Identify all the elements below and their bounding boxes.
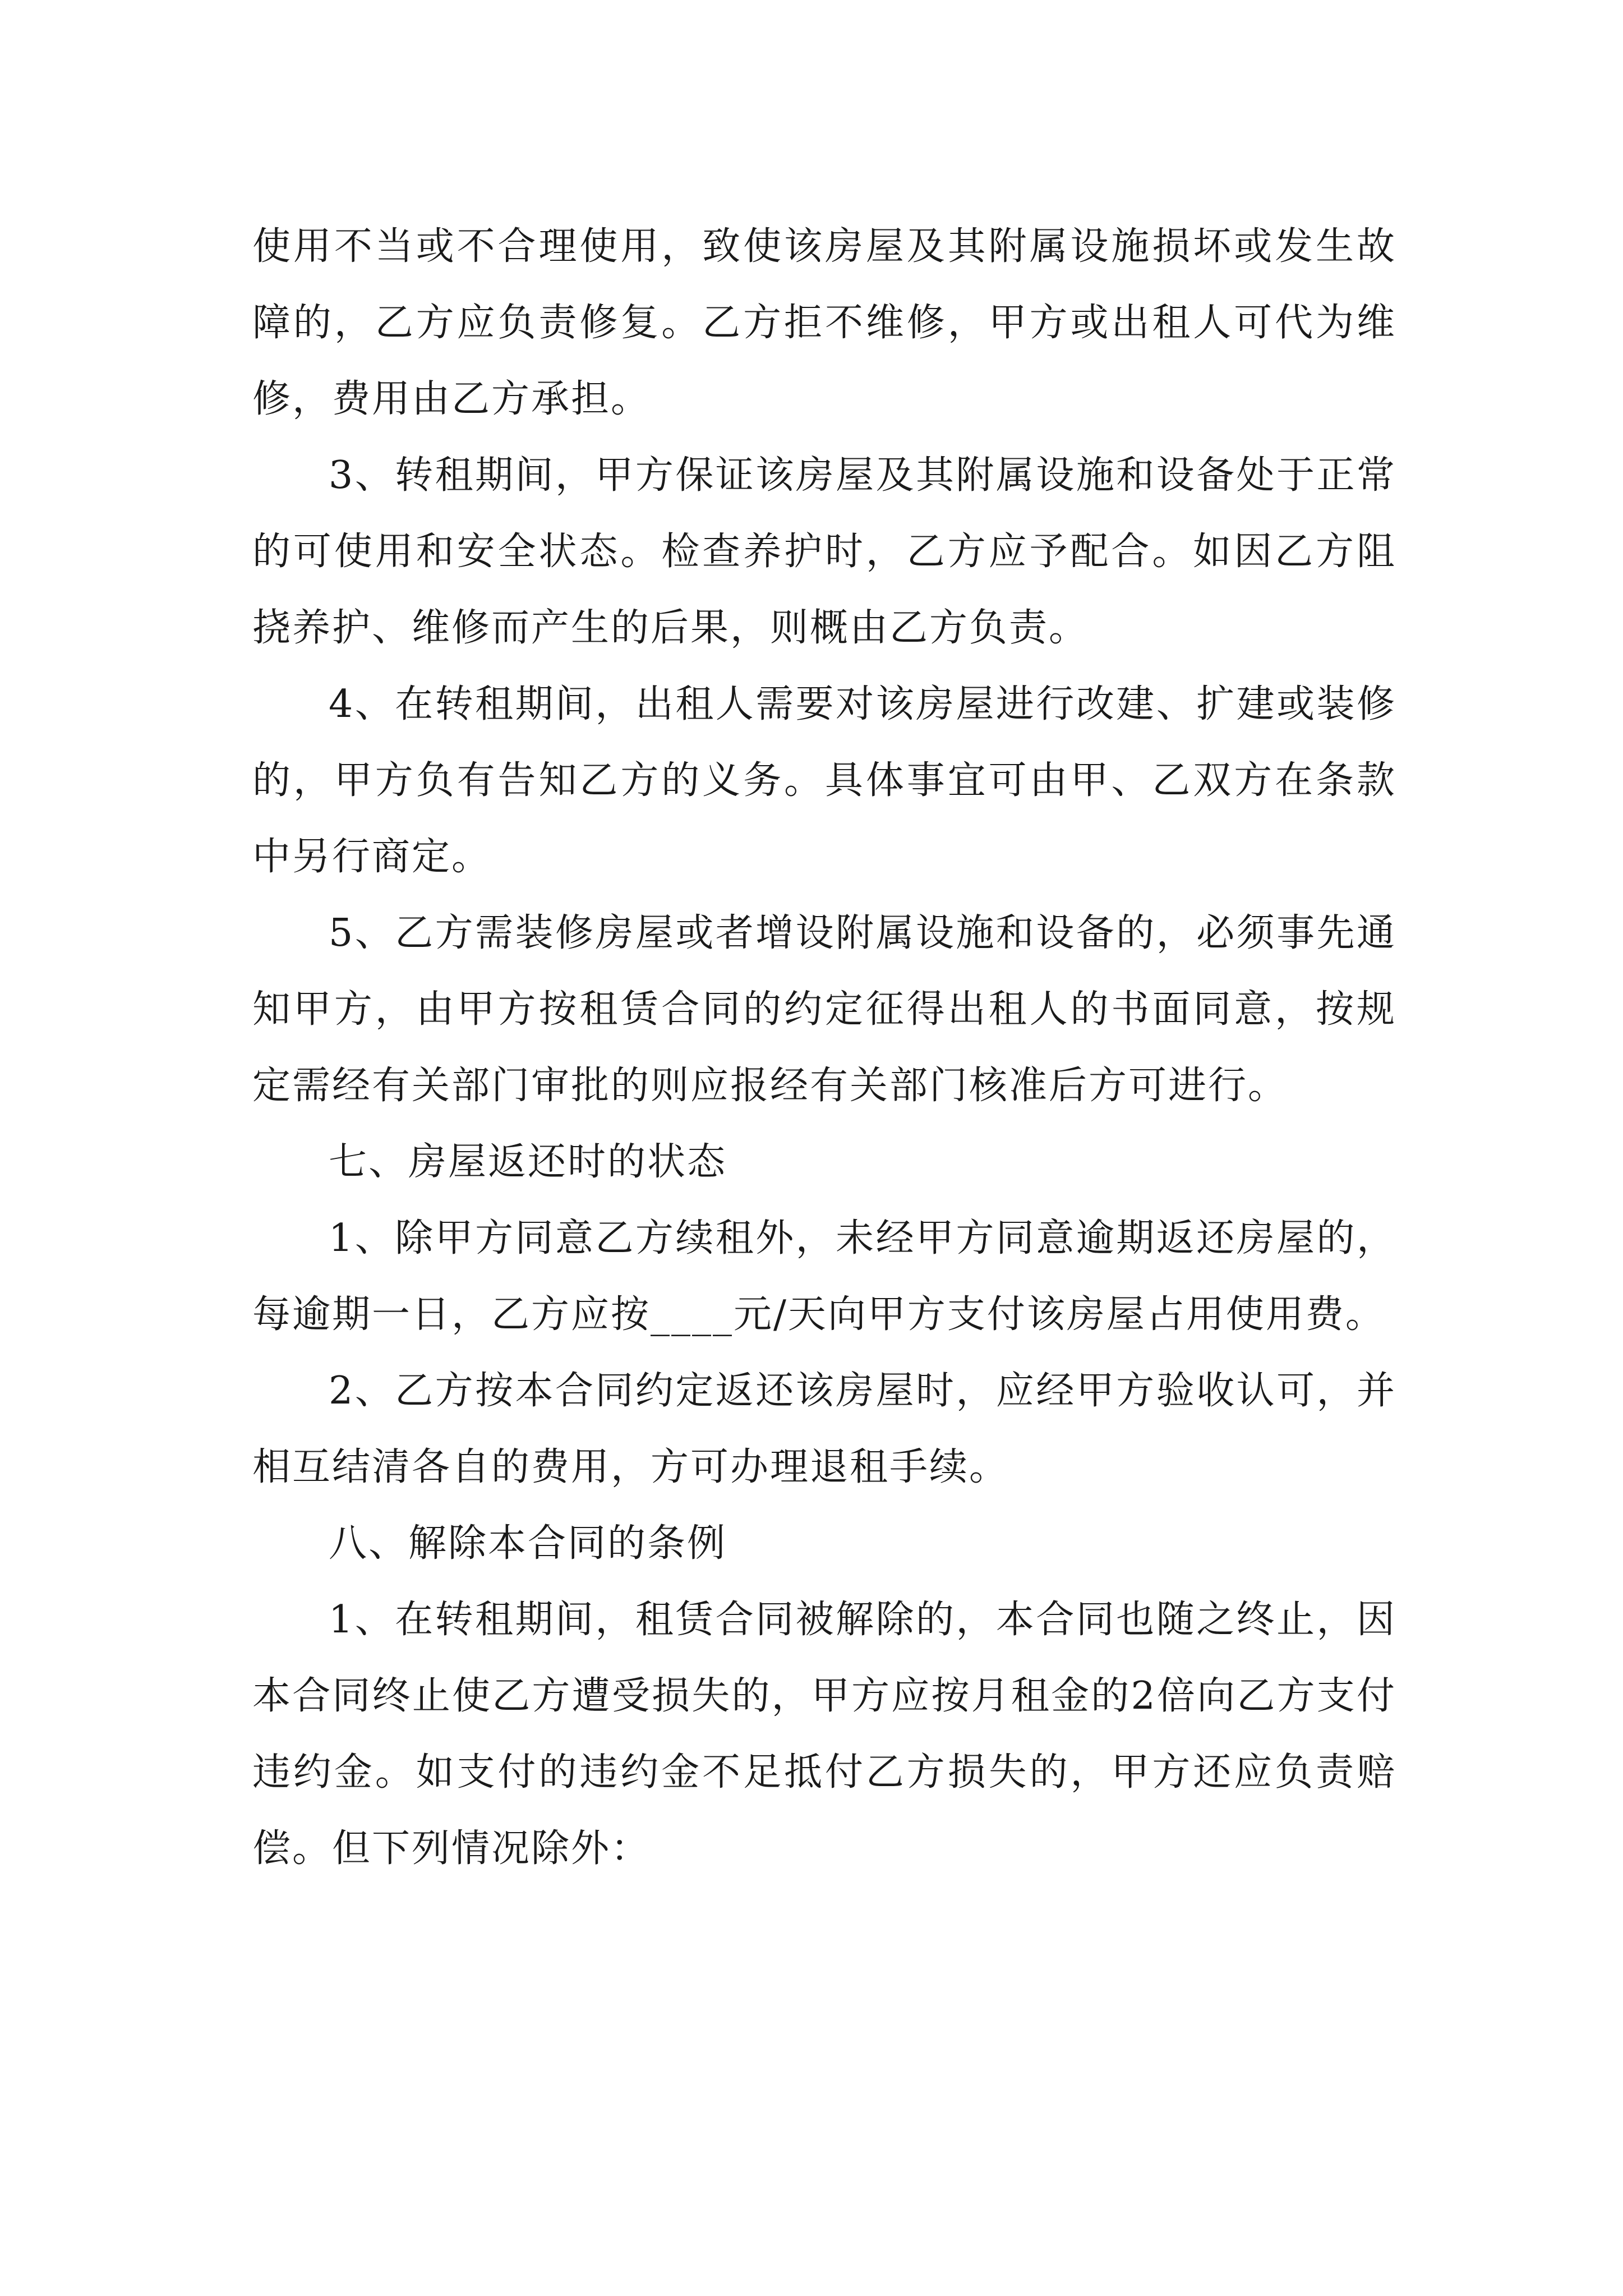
paragraph-return-clause-1: 1、除甲方同意乙方续租外，未经甲方同意逾期返还房屋的，每逾期一日，乙方应按____元/天向甲方支付该房屋占用使用费。 (252, 1216, 1396, 1337)
paragraph-repair-clause: 使用不当或不合理使用，致使该房屋及其附属设施损坏或发生故障的，乙方应负责修复。乙方拒不维修，甲方或出租人可代为维修，费用由乙方承担。 (252, 224, 1396, 421)
paragraph-clause-3: 3、转租期间，甲方保证该房屋及其附属设施和设备处于正常的可使用和安全状态。检查养护时，乙方应予配合。如因乙方阻挠养护、维修而产生的后果，则概由乙方负责。 (252, 453, 1396, 650)
paragraph-clause-4: 4、在转租期间，出租人需要对该房屋进行改建、扩建或装修的，甲方负有告知乙方的义务。具体事宜可由甲、乙双方在条款中另行商定。 (252, 682, 1396, 879)
paragraph-return-clause-2: 2、乙方按本合同约定返还该房屋时，应经甲方验收认可，并相互结清各自的费用，方可办理退租手续。 (252, 1369, 1396, 1489)
section-heading-7: 七、房屋返还时的状态 (329, 1140, 727, 1184)
paragraph-termination-clause-1: 1、在转租期间，租赁合同被解除的，本合同也随之终止，因本合同终止使乙方遭受损失的，甲方应按月租金的2倍向乙方支付违约金。如支付的违约金不足抵付乙方损失的，甲方还应负责赔偿。但下列情况除外： (252, 1598, 1396, 1871)
paragraph-clause-5: 5、乙方需装修房屋或者增设附属设施和设备的，必须事先通知甲方，由甲方按租赁合同的约定征得出租人的书面同意，按规定需经有关部门审批的则应报经有关部门核准后方可进行。 (252, 911, 1396, 1108)
section-heading-8: 八、解除本合同的条例 (329, 1521, 727, 1566)
document-body (252, 209, 1396, 1887)
